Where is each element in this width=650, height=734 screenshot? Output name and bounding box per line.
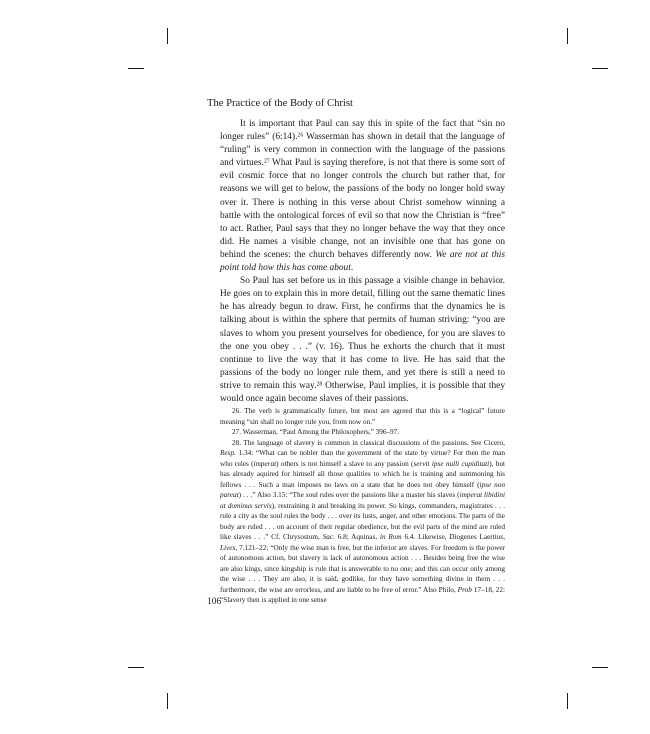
crop-mark-right-lower [592, 667, 608, 668]
italic-text: Resp. [220, 449, 236, 457]
crop-mark-right-upper [592, 68, 608, 69]
crop-mark-top-right [567, 28, 568, 44]
italic-text: Sac. [322, 533, 335, 541]
italic-text: imperat [253, 459, 277, 468]
footnote: 28. The language of slavery is common in classical discussions of the passions. See Cicero, Resp. 1.34: “What can be nobler than the government of the state by virtue? For then the man who rules (imperat) others is not himself a slave to any passion (servit ipse nulli cupiditati), but has already aquired for himself all those qualities to which he is training and summoning his fellows . . . Such a man imposes no laws on a state that he does not obey himself (ipse non pareat) . . .” Also 3.15: “The soul rules over the passions like a master his slaves (imperat libidini ut dominus servis), restraining it and breaking its power. So kings, commanders, magistrates . . . rule a city as the soul rules the body . . . over its lusts, anger, and other emotions. The parts of the body are ruled . . . on account of their regular obedience, but the evil parts of the mind are ruled like slaves . . .” Cf. Chrysostom, Sac. 6.8; Aquinas, in Rom 6.4. Likewise, Diogenes Laertius, Lives, 7.121–22: “Only the wise man is free, but the inferior are slaves. For freedom is the power of autonomous action, but slavery is lack of autonomous action . . . Besides being free the wise are also kings, since kingship is rule that is answerable to no one; and this can occur only among the wise . . . They are also, it is said, godlike, for they have something divine in them . . . furthermore, the wise are errorless, and are liable to be free of error.” Also Philo, Prob 17–18, 22: “Slavery then is applied in one sense [220, 438, 506, 604]
italic-text: Prob [457, 585, 472, 594]
footnote: 26. The verb is grammatically future, but most are agreed that this is a “logical” future meaning “sin shall no longer rule you, from now on.” [220, 407, 505, 426]
italic-text: We are not at this point told how this has come about [220, 249, 506, 274]
body-text [220, 118, 505, 406]
crop-mark-bottom-left [167, 693, 168, 709]
italic-text: ipse non pareat [220, 480, 505, 499]
page-number: 106 [207, 597, 222, 607]
italic-text: in Rom [379, 533, 402, 541]
footnote-ref: 27 [263, 158, 270, 165]
footnote: 27. Wasserman, “Paul Among the Philosophers,” 396–97. [232, 428, 400, 436]
crop-mark-bottom-right [567, 693, 568, 709]
crop-mark-top-left [167, 28, 168, 44]
italic-text: servit ipse nulli cupiditati [413, 459, 490, 468]
footnotes [220, 406, 505, 606]
crop-mark-left-upper [128, 68, 144, 69]
italic-text: Lives [220, 543, 236, 552]
footnote-ref: 26 [297, 132, 304, 139]
paragraph: It is important that Paul can say this in spite of the fact that “sin no longer rules” (6:14).$^{26}$ Wasserman has shown in detail that the language of “ruling” is very common in connection with the language of the passions and virtues.$^{27}$ What Paul is saying therefore, is not that there is some sort of evil cosmic force that no longer controls the church but rather that, for reasons we will get to below, the passions of the body no longer hold sway over it. There is nothing in this verse about Christ somehow winning a battle with the ontological forces of evil so that now the Christian is “free” to act. Rather, Paul says that they no longer behave the way that they once did. He names a visible change, not an invisible one that has gone on behind the scenes: the church behaves differently now. We are not at this point told how this has come about. [220, 119, 506, 274]
crop-mark-left-lower [128, 667, 144, 668]
paragraph: So Paul has set before us in this passage a visible change in behavior. He goes on to explain this in more detail, filling out the same thematic lines he has already begun to draw. First, he confirms that the dynamics he is talking about is within the sphere that permits of human striving: “you are slaves to whom you present yourselves for obedience, for you are slaves to the one you obey . . .” (v. 16). Thus he exhorts the church that it must continue to live the way that it has come to live. He has said that the passions of the body no longer rule them, and yet there is still a need to strive to remain this way.$^{28}$ Otherwise, Paul implies, it is possible that they would once again become slaves of their passions. [220, 276, 505, 404]
italic-text: imperat libidini ut dominus servis [220, 491, 505, 510]
footnote-ref: 28 [316, 381, 323, 388]
running-head: The Practice of the Body of Christ [207, 98, 353, 109]
